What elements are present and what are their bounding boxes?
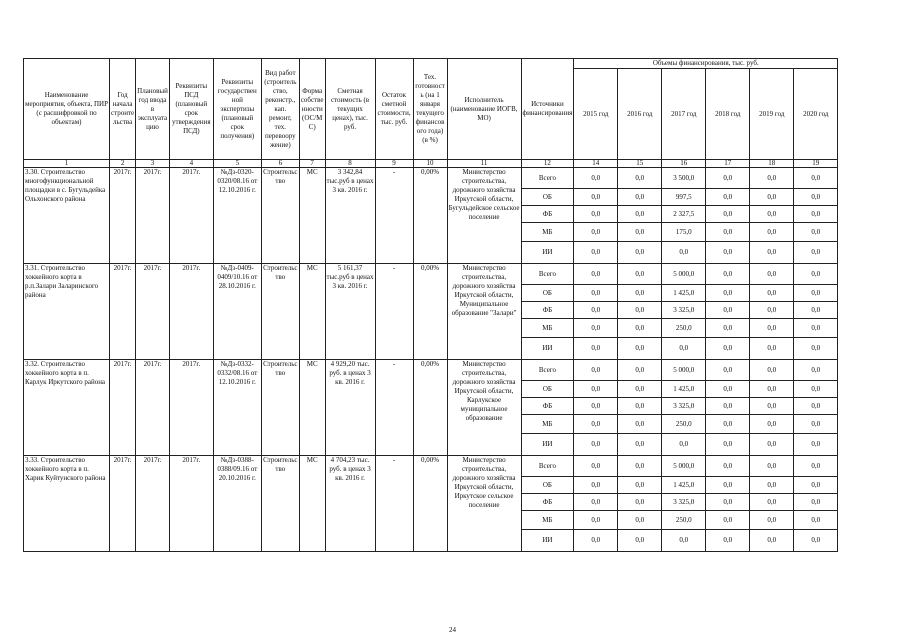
- funding-value: 0,0: [618, 223, 662, 242]
- funding-value: 0,0: [574, 242, 618, 264]
- funding-value: 0,0: [662, 242, 706, 264]
- funding-value: 0,0: [794, 302, 838, 319]
- funding-value: 0,0: [706, 302, 750, 319]
- funding-value: 0,0: [618, 434, 662, 456]
- funding-value: 0,0: [706, 168, 750, 189]
- funding-value: 0,0: [574, 511, 618, 530]
- funding-value: 5 000,0: [662, 456, 706, 477]
- funding-value: 0,0: [750, 360, 794, 381]
- column-number: 3: [136, 160, 170, 168]
- funding-source: Всего: [521, 360, 574, 381]
- funding-value: 0,0: [706, 456, 750, 477]
- funding-value: 0,0: [618, 477, 662, 494]
- funding-value: 0,0: [662, 338, 706, 360]
- work-type: Строительс тво: [261, 360, 299, 456]
- funding-value: 0,0: [750, 206, 794, 223]
- object-name: 3.33. Строительство хоккейного корта в п. Харик Куйтунского района: [24, 456, 110, 552]
- funding-value: 0,0: [574, 338, 618, 360]
- funding-value: 0,0: [750, 242, 794, 264]
- funding-value: 0,0: [574, 477, 618, 494]
- funding-value: 0,0: [574, 189, 618, 206]
- funding-value: 2 327,5: [662, 206, 706, 223]
- funding-value: 0,0: [574, 456, 618, 477]
- planned-year: 2017г.: [136, 360, 170, 456]
- year-start: 2017г.: [110, 456, 136, 552]
- table-header: [24, 59, 838, 168]
- funding-source: ИИ: [521, 338, 574, 360]
- header-year-start: Год начала строите льства: [110, 59, 136, 160]
- funding-value: 0,0: [574, 168, 618, 189]
- funding-source: МБ: [521, 223, 574, 242]
- funding-value: 0,0: [618, 189, 662, 206]
- funding-value: 0,0: [794, 319, 838, 338]
- funding-value: 0,0: [618, 415, 662, 434]
- funding-value: 0,0: [618, 360, 662, 381]
- column-number: 1: [24, 160, 110, 168]
- psd-details: 2017г.: [169, 360, 213, 456]
- funding-value: 3 325,0: [662, 398, 706, 415]
- header-estimate: Сметная стоимость (в текущих ценах), тыс. руб.: [325, 59, 375, 160]
- column-number: 5: [213, 160, 261, 168]
- funding-value: 1 425,0: [662, 381, 706, 398]
- funding-source: Всего: [521, 264, 574, 285]
- funding-value: 0,0: [794, 381, 838, 398]
- funding-value: 0,0: [750, 223, 794, 242]
- funding-value: 0,0: [750, 434, 794, 456]
- column-number: 7: [299, 160, 325, 168]
- header-sources: Источники финансирования: [521, 59, 574, 160]
- funding-value: 0,0: [662, 434, 706, 456]
- tech-readiness: 0,00%: [413, 360, 447, 456]
- table-row: [24, 264, 838, 285]
- funding-value: 0,0: [794, 223, 838, 242]
- funding-value: 0,0: [750, 319, 794, 338]
- funding-value: 0,0: [618, 285, 662, 302]
- funding-source: ФБ: [521, 494, 574, 511]
- funding-value: 0,0: [618, 381, 662, 398]
- psd-details: 2017г.: [169, 456, 213, 552]
- funding-value: 0,0: [706, 264, 750, 285]
- column-number: 18: [750, 160, 794, 168]
- funding-value: 0,0: [750, 415, 794, 434]
- funding-value: 3 325,0: [662, 494, 706, 511]
- funding-value: 0,0: [706, 319, 750, 338]
- header-year: 2019 год: [750, 69, 794, 160]
- funding-source: МБ: [521, 415, 574, 434]
- object-name: 3.30. Строительство многофункциональной площадки в с. Бугульдейка Ольхонского района: [24, 168, 110, 264]
- work-type: Строительс тво: [261, 168, 299, 264]
- funding-value: 0,0: [706, 477, 750, 494]
- funding-value: 0,0: [574, 264, 618, 285]
- funding-value: 0,0: [750, 302, 794, 319]
- funding-value: 0,0: [574, 530, 618, 552]
- header-readiness: Тех. готовност ь (на 1 января текущего финансов ого года) (в %): [413, 59, 447, 160]
- funding-value: 0,0: [794, 530, 838, 552]
- column-number: 2: [110, 160, 136, 168]
- table-row: [24, 456, 838, 477]
- funding-source: ОБ: [521, 381, 574, 398]
- table-body: [24, 168, 838, 552]
- funding-value: 0,0: [574, 434, 618, 456]
- funding-source: ОБ: [521, 477, 574, 494]
- header-remaining: Остаток сметной стоимости, тыс. руб.: [375, 59, 413, 160]
- funding-value: 0,0: [618, 494, 662, 511]
- funding-value: 0,0: [794, 511, 838, 530]
- funding-value: 0,0: [574, 381, 618, 398]
- funding-value: 0,0: [618, 530, 662, 552]
- funding-value: 0,0: [794, 398, 838, 415]
- ownership-form: МС: [299, 168, 325, 264]
- tech-readiness: 0,00%: [413, 168, 447, 264]
- funding-value: 0,0: [618, 206, 662, 223]
- header-year: 2017 год: [662, 69, 706, 160]
- funding-value: 0,0: [750, 381, 794, 398]
- funding-value: 0,0: [706, 415, 750, 434]
- funding-source: МБ: [521, 511, 574, 530]
- header-executor: Исполнитель (наименование ИОГВ, МО): [447, 59, 521, 160]
- psd-details: 2017г.: [169, 264, 213, 360]
- funding-value: 0,0: [706, 398, 750, 415]
- executor: Министерство строительства, дорожного хозяйства Иркутской области, Иркутское сельское поселение: [447, 456, 521, 552]
- planned-year: 2017г.: [136, 168, 170, 264]
- header-expertise: Реквизиты государствен ной экспертизы (плановый срок получения): [213, 59, 261, 160]
- funding-value: 0,0: [618, 398, 662, 415]
- funding-value: 0,0: [706, 434, 750, 456]
- funding-value: 0,0: [794, 456, 838, 477]
- funding-value: 0,0: [794, 360, 838, 381]
- funding-value: 0,0: [574, 415, 618, 434]
- header-volumes: Объемы финансирования, тыс. руб.: [574, 59, 838, 69]
- column-number: 12: [521, 160, 574, 168]
- column-number: 8: [325, 160, 375, 168]
- table-row: [24, 360, 838, 381]
- funding-value: 0,0: [794, 338, 838, 360]
- funding-value: 0,0: [750, 530, 794, 552]
- column-number: 10: [413, 160, 447, 168]
- funding-source: ОБ: [521, 189, 574, 206]
- estimated-cost: 3 342,84 тыс.руб в ценах 3 кв. 2016 г.: [325, 168, 375, 264]
- funding-value: 0,0: [750, 398, 794, 415]
- expertise-details: №Дз-0409-0409/10.16 от 28.10.2016 г.: [213, 264, 261, 360]
- funding-source: Всего: [521, 168, 574, 189]
- funding-value: 0,0: [794, 168, 838, 189]
- funding-value: 0,0: [750, 189, 794, 206]
- tech-readiness: 0,00%: [413, 456, 447, 552]
- funding-value: 0,0: [706, 285, 750, 302]
- funding-value: 0,0: [794, 477, 838, 494]
- tech-readiness: 0,00%: [413, 264, 447, 360]
- funding-value: 0,0: [618, 168, 662, 189]
- funding-value: 0,0: [750, 511, 794, 530]
- header-year: 2020 год: [794, 69, 838, 160]
- funding-value: 0,0: [574, 398, 618, 415]
- funding-value: 0,0: [618, 264, 662, 285]
- year-start: 2017г.: [110, 360, 136, 456]
- funding-value: 0,0: [618, 338, 662, 360]
- funding-value: 0,0: [706, 494, 750, 511]
- funding-value: 0,0: [750, 168, 794, 189]
- funding-value: 250,0: [662, 511, 706, 530]
- funding-value: 1 425,0: [662, 285, 706, 302]
- work-type: Строительс тво: [261, 456, 299, 552]
- funding-value: 0,0: [794, 415, 838, 434]
- page-number: 24: [449, 626, 456, 634]
- executor: Министерство строительства, дорожного хозяйства Иркутской области, Карлукское муниципальное образование: [447, 360, 521, 456]
- funding-value: 0,0: [750, 477, 794, 494]
- column-numbers-row: [24, 160, 838, 168]
- funding-value: 0,0: [706, 511, 750, 530]
- funding-source: ФБ: [521, 302, 574, 319]
- column-number: 16: [662, 160, 706, 168]
- funding-value: 0,0: [618, 456, 662, 477]
- header-work-type: Вид работ (строитель ство, реконстр., кап. ремонт, тех. перевоору жение): [261, 59, 299, 160]
- funding-value: 0,0: [706, 381, 750, 398]
- header-planned-year: Плановый год ввода в эксплуата цию: [136, 59, 170, 160]
- ownership-form: МС: [299, 456, 325, 552]
- funding-value: 0,0: [574, 494, 618, 511]
- funding-value: 1 425,0: [662, 477, 706, 494]
- funding-value: 0,0: [794, 189, 838, 206]
- funding-value: 0,0: [706, 223, 750, 242]
- funding-value: 0,0: [750, 264, 794, 285]
- funding-value: 0,0: [750, 456, 794, 477]
- funding-source: МБ: [521, 319, 574, 338]
- column-number: 19: [794, 160, 838, 168]
- header-psd: Реквизиты ПСД (плановый срок утверждения ПСД): [169, 59, 213, 160]
- financing-table: [23, 58, 838, 552]
- expertise-details: №Дз-0388-0388/09.16 от 20.10.2016 г.: [213, 456, 261, 552]
- header-ownership: Форма собстве нности (ОС/М С): [299, 59, 325, 160]
- estimated-cost: 4 929,20 тыс. руб. в ценах 3 кв. 2016 г.: [325, 360, 375, 456]
- funding-value: 0,0: [706, 206, 750, 223]
- funding-value: 0,0: [794, 242, 838, 264]
- funding-value: 0,0: [706, 360, 750, 381]
- funding-value: 0,0: [794, 264, 838, 285]
- funding-value: 5 000,0: [662, 360, 706, 381]
- executor: Министерство строительства, дорожного хозяйства Иркутской области, Бугульдейское сельское поселение: [447, 168, 521, 264]
- funding-value: 0,0: [618, 302, 662, 319]
- column-number: 9: [375, 160, 413, 168]
- funding-value: 0,0: [794, 285, 838, 302]
- header-year: 2016 год: [618, 69, 662, 160]
- funding-value: 0,0: [574, 285, 618, 302]
- planned-year: 2017г.: [136, 264, 170, 360]
- planned-year: 2017г.: [136, 456, 170, 552]
- funding-source: ФБ: [521, 206, 574, 223]
- column-number: 17: [706, 160, 750, 168]
- funding-value: 0,0: [574, 223, 618, 242]
- funding-value: 0,0: [618, 319, 662, 338]
- object-name: 3.31. Строительство хоккейного корта в р.п.Залари Заларинского района: [24, 264, 110, 360]
- column-number: 4: [169, 160, 213, 168]
- funding-value: 0,0: [662, 530, 706, 552]
- funding-source: ИИ: [521, 242, 574, 264]
- funding-source: ИИ: [521, 530, 574, 552]
- funding-value: 0,0: [574, 319, 618, 338]
- funding-value: 250,0: [662, 319, 706, 338]
- funding-value: 0,0: [706, 242, 750, 264]
- funding-value: 0,0: [574, 360, 618, 381]
- remaining-cost: -: [375, 168, 413, 264]
- funding-value: 0,0: [794, 494, 838, 511]
- header-year: 2018 год: [706, 69, 750, 160]
- expertise-details: №Дз-0332-0332/08.16 от 12.10.2016 г.: [213, 360, 261, 456]
- estimated-cost: 5 161,37 тыс.руб в ценах 3 кв. 2016 г.: [325, 264, 375, 360]
- object-name: 3.32. Строительство хоккейного корта в п. Карлук Иркутского района: [24, 360, 110, 456]
- funding-value: 997,5: [662, 189, 706, 206]
- header-year: 2015 год: [574, 69, 618, 160]
- funding-value: 0,0: [706, 189, 750, 206]
- remaining-cost: -: [375, 456, 413, 552]
- funding-value: 0,0: [794, 206, 838, 223]
- funding-value: 0,0: [794, 434, 838, 456]
- funding-value: 3 325,0: [662, 302, 706, 319]
- funding-source: ИИ: [521, 434, 574, 456]
- funding-source: ОБ: [521, 285, 574, 302]
- funding-value: 0,0: [750, 338, 794, 360]
- table-row: [24, 168, 838, 189]
- funding-value: 0,0: [706, 530, 750, 552]
- remaining-cost: -: [375, 264, 413, 360]
- funding-value: 0,0: [574, 302, 618, 319]
- funding-value: 0,0: [706, 338, 750, 360]
- funding-value: 0,0: [750, 285, 794, 302]
- funding-value: 175,0: [662, 223, 706, 242]
- funding-value: 0,0: [618, 511, 662, 530]
- executor: Министерство строительства, дорожного хозяйства Иркутской области, Муниципальное образование "Залари": [447, 264, 521, 360]
- column-number: 6: [261, 160, 299, 168]
- ownership-form: МС: [299, 264, 325, 360]
- year-start: 2017г.: [110, 168, 136, 264]
- funding-value: 5 000,0: [662, 264, 706, 285]
- funding-value: 250,0: [662, 415, 706, 434]
- remaining-cost: -: [375, 360, 413, 456]
- header-name: Наименование мероприятия, объекта, ПИР (с расшифровкой по объектам): [24, 59, 110, 160]
- funding-value: 3 500,0: [662, 168, 706, 189]
- column-number: 15: [618, 160, 662, 168]
- work-type: Строительс тво: [261, 264, 299, 360]
- funding-source: ФБ: [521, 398, 574, 415]
- estimated-cost: 4 704,23 тыс. руб. в ценах 3 кв. 2016 г.: [325, 456, 375, 552]
- funding-value: 0,0: [750, 494, 794, 511]
- funding-value: 0,0: [574, 206, 618, 223]
- funding-source: Всего: [521, 456, 574, 477]
- expertise-details: №Дз-0320-0320/08.16 от 12.10.2016 г.: [213, 168, 261, 264]
- funding-value: 0,0: [618, 242, 662, 264]
- column-number: 11: [447, 160, 521, 168]
- psd-details: 2017г.: [169, 168, 213, 264]
- ownership-form: МС: [299, 360, 325, 456]
- year-start: 2017г.: [110, 264, 136, 360]
- column-number: 14: [574, 160, 618, 168]
